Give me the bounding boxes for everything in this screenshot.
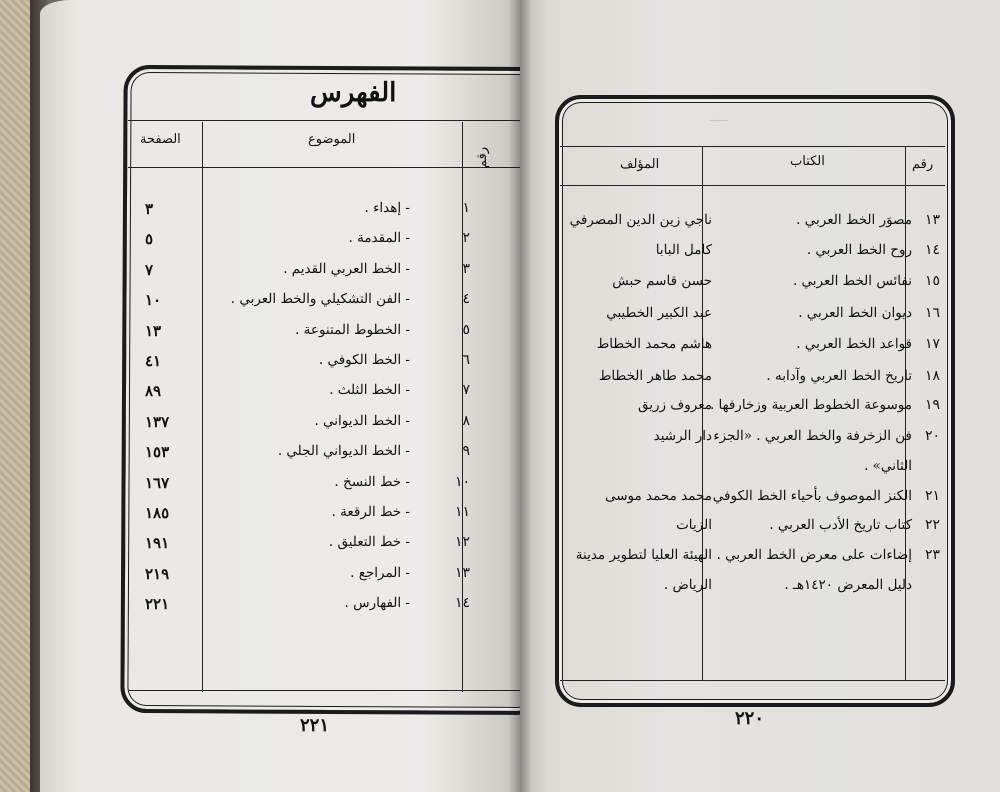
index-row-topic: - الخطوط المتنوعة . (295, 321, 410, 338)
index-row-topic: - خط الرقعة . (331, 504, 410, 520)
index-row-number: ٣ (462, 260, 470, 277)
index-row-page: ١٨٥ (145, 504, 170, 522)
page-number-left: ٢٢١ (300, 715, 330, 736)
reference-row-author: حسن قاسم حبش (612, 273, 712, 289)
title-divider (128, 120, 520, 121)
index-row-number: ١ (462, 200, 470, 216)
reference-row-book: كتاب تاريخ الأدب العربي . (769, 517, 912, 533)
reference-row-author: هاشم محمد الخطاط (596, 336, 712, 352)
index-row-number: ٩ (462, 443, 470, 460)
reference-row-number: ١٥ (924, 273, 940, 289)
index-row-topic: - خط النسخ . (334, 473, 410, 490)
reference-row-book: إضاءات على معرض الخط العربي . (716, 547, 912, 563)
reference-row-book: نفائس الخط العربي . (792, 273, 912, 289)
reference-row-book: مصوَر الخط العربي . (796, 212, 912, 228)
index-row-topic: - الفن التشكيلي والخط العربي . (230, 291, 410, 308)
column-divider-page (202, 122, 203, 692)
index-row-number: ١٤ (454, 595, 470, 612)
reference-row-author: عبد الكبير الخطيبي (606, 305, 712, 321)
reference-row-author-continued: الرياض . (663, 577, 712, 593)
index-row-page: ١٩١ (145, 534, 170, 553)
reference-row-number: ٢١ (924, 488, 940, 504)
reference-row-author: ناجي زين الدين المصرفي (569, 212, 712, 228)
reference-row-book-continued: دليل المعرض ١٤٢٠هـ . (784, 577, 912, 593)
reference-row-book: تاريخ الخط العربي وآدابه . (766, 368, 912, 384)
reference-row-number: ١٣ (924, 212, 940, 228)
header-page: الصفحة (140, 132, 181, 147)
index-row-page: ٨٩ (145, 382, 162, 401)
reference-row-number: ١٨ (924, 368, 940, 384)
index-row-page: ٢١٩ (145, 564, 170, 583)
reference-row-book: روح الخط العربي . (806, 242, 912, 258)
index-row-page: ١٣٧ (145, 412, 170, 431)
header-num: رقم (912, 157, 934, 172)
header-author: المؤلف (620, 157, 660, 172)
bottom-divider (128, 690, 520, 691)
reference-row-book: قواعد الخط العربي . (796, 336, 912, 352)
index-row-topic: - الفهارس . (344, 595, 410, 612)
index-row-page: ١٥٣ (145, 443, 170, 462)
right-page (520, 0, 1000, 792)
index-row-topic: - الخط الديواني . (314, 412, 410, 429)
index-row-topic: - المراجع . (350, 564, 410, 581)
index-frame (120, 65, 520, 715)
reference-row-book-continued: الثاني» . (864, 458, 912, 474)
reference-row-number: ١٤ (924, 242, 940, 258)
index-row-topic: - الخط الثلث . (329, 382, 410, 399)
index-row-page: ٢٢١ (145, 595, 170, 614)
index-row-number: ١٣ (454, 564, 470, 581)
top-divider (560, 146, 945, 147)
index-row-page: ٧ (145, 260, 154, 279)
index-row-topic: - الخط الكوفي . (318, 352, 410, 368)
reference-row-author: محمد محمد موسى (604, 488, 712, 504)
index-row-number: ٤ (462, 291, 470, 308)
reference-row-number: ١٧ (924, 336, 940, 352)
reference-row-author: كامل البابا (655, 242, 712, 258)
index-row-number: ١٠ (454, 473, 470, 490)
header-divider (560, 185, 945, 186)
header-book: الكتاب (790, 154, 825, 169)
index-row-topic: - الخط الديواني الجلي . (277, 443, 410, 460)
reference-row-number: ٢٠ (924, 428, 940, 444)
index-row-number: ٦ (462, 352, 470, 368)
reference-row-book: الكنز الموصوف بأحياء الخط الكوفي . (704, 488, 912, 504)
index-row-number: ١٢ (454, 534, 470, 551)
bottom-divider (560, 680, 945, 681)
index-row-number: ٧ (462, 382, 470, 399)
reference-row-book: موسوعة الخطوط العربية وزخارفها . (709, 397, 912, 413)
index-row-page: ٣ (145, 200, 154, 218)
index-row-number: ١١ (454, 504, 470, 520)
header-num: رقم (475, 146, 491, 169)
index-row-page: ١٣ (145, 321, 162, 340)
reference-row-author: الهيئة العليا لتطوير مدينة (575, 547, 712, 563)
index-row-page: ٤١ (145, 352, 162, 370)
reference-row-number: ١٦ (924, 305, 940, 321)
reference-row-book: ديوان الخط العربي . (798, 305, 912, 321)
index-row-page: ١٦٧ (145, 473, 170, 492)
reference-row-number: ٢٣ (924, 547, 940, 563)
index-row-number: ٨ (462, 412, 470, 429)
index-row-number: ٢ (462, 230, 470, 247)
index-row-topic: - خط التعليق . (328, 534, 410, 551)
index-row-topic: - الخط العربي القديم . (283, 260, 410, 277)
index-row-page: ١٠ (145, 291, 162, 310)
header-topic: الموضوع (308, 132, 356, 147)
show-through-text: ـــــ (710, 110, 728, 124)
header-divider (128, 167, 520, 168)
index-row-topic: - المقدمة . (348, 230, 410, 247)
reference-row-author: الزيات (676, 517, 712, 533)
reference-row-author: معروف زريق (637, 397, 712, 413)
reference-row-author: محمد طاهر الخطاط (598, 368, 712, 384)
index-title: الفهرس (310, 78, 397, 108)
reference-row-number: ١٩ (924, 397, 940, 413)
reference-row-book: فن الزخرفة والخط العربي . «الجزء (713, 428, 912, 444)
index-row-topic: - إهداء . (364, 200, 410, 216)
index-row-number: ٥ (462, 321, 470, 338)
left-page (40, 0, 520, 792)
reference-row-author: دار الرشيد (653, 428, 712, 444)
page-number-right: ٢٢٠ (735, 708, 765, 729)
reference-row-number: ٢٢ (924, 517, 940, 533)
index-row-page: ٥ (145, 230, 154, 249)
